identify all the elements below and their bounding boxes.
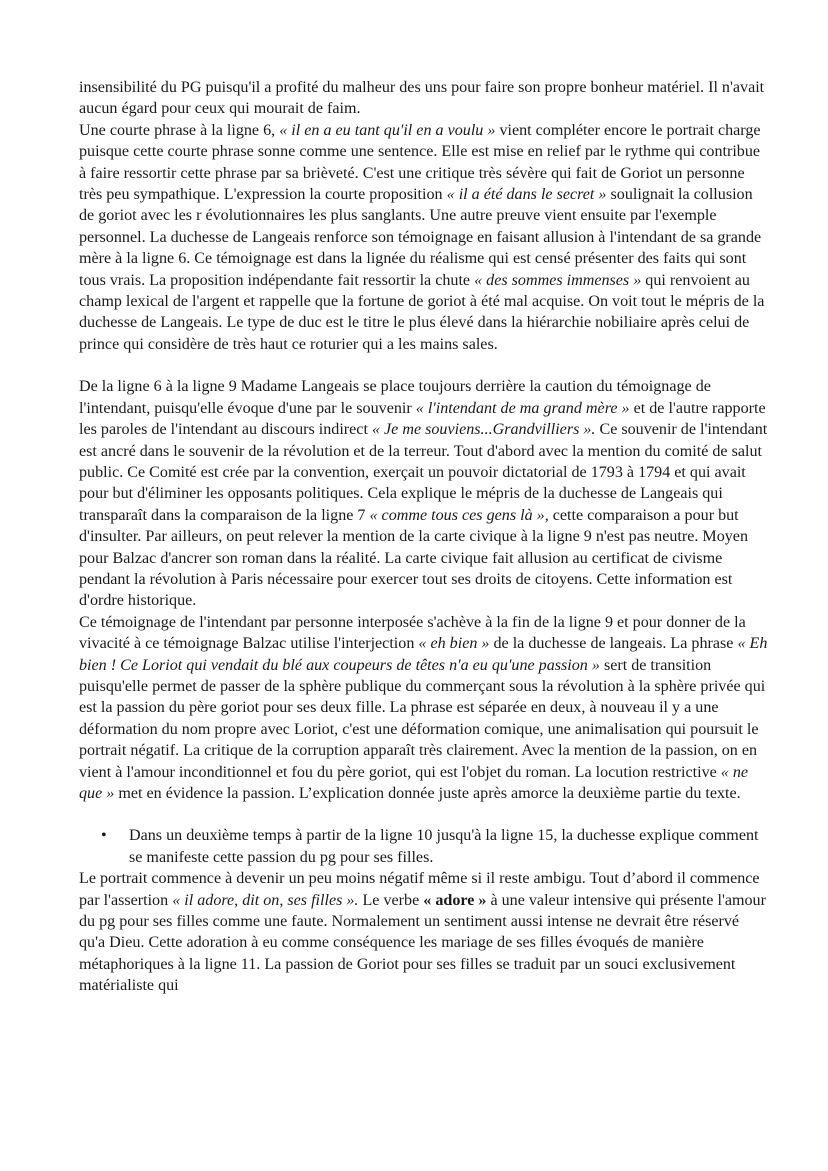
paragraph-gap <box>79 355 768 376</box>
paragraph-gap <box>79 804 768 825</box>
italic-quote: « Eh bien ! Ce Loriot qui vendait du blé aux coupeurs de têtes n'a eu qu'une passion » <box>79 635 768 674</box>
italic-quote: « l'intendant de ma grand mère » <box>415 399 630 417</box>
italic-quote: « Je me souviens...Grandvilliers ». <box>371 421 596 439</box>
text-run: vient compléter encore le portrait charge puisque cette courte phrase sonne comme une sentence. Elle est mise en relief par le rythme qui contribue à faire ressortir cette phrase par sa brièveté. C'est une critique très sévère qui fait de Goriot un personne très peu sympathique. L'expression la courte proposition <box>79 121 761 204</box>
text-run: qui renvoient au champ lexical de l'argent et rappelle que la fortune de goriot à été mal acquise. On voit tout le mépris de la duchesse de Langeais. Le type de duc est le titre le plus élevé dans la hiérarchie nobiliaire après celui de prince qui considère de très haut ce roturier qui a les mains sales. <box>79 271 765 353</box>
italic-quote: « il a été dans le secret » <box>446 186 607 204</box>
bullet-icon: • <box>101 827 107 845</box>
paragraph-5 <box>79 868 768 996</box>
paragraph-2 <box>79 120 768 355</box>
bullet-text: Dans un deuxième temps à partir de la ligne 10 jusqu'à la ligne 15, la duchesse explique comment se manifeste cette passion du pg pour ses filles. <box>129 827 759 866</box>
italic-quote: « il en a eu tant qu'il en a voulu » <box>279 121 496 139</box>
text-run: Une courte phrase à la ligne 6, <box>79 121 280 139</box>
text-run: Ce témoignage de l'intendant par personne interposée s'achève à la fin de la ligne 9 et pour donner de la vivacité à ce témoignage Balzac utilise l'interjection <box>79 613 746 653</box>
paragraph-4 <box>79 612 768 805</box>
text-run: et de l'autre rapporte les paroles de l'intendant au discours indirect <box>79 399 766 439</box>
text-run: De la ligne 6 à la ligne 9 Madame Langeais se place toujours derrière la caution du témoignage de l'intendant, puisqu'elle évoque d'une par le souvenir <box>79 378 711 417</box>
text-run: met en évidence la passion. L’explication donnée juste après amorce la deuxième partie du texte. <box>114 785 741 802</box>
bold-quote: « adore » <box>423 891 487 909</box>
italic-quote: « il adore, dit on, ses filles ». <box>172 891 359 909</box>
text-run: Le portrait commence à devenir un peu moins négatif même si il reste ambigu. Tout d’abord il commence par l'assertion <box>79 870 760 909</box>
text-run: Le verbe <box>358 891 424 909</box>
text-run: de la duchesse de langeais. La phrase <box>489 635 738 653</box>
text-run: cette comparaison a pour but d'insulter. Par ailleurs, on peut relever la mention de la carte civique à la ligne 9 n'est pas neutre. Moyen pour Balzac d'ancrer son roman dans la réalité. La carte civique fait allusion au certificat de civisme pendant la révolution à Paris nécessaire pour exercer tout ses droits de citoyens. Cette information est d'ordre historique. <box>79 506 748 610</box>
italic-quote: « eh bien » <box>418 635 490 653</box>
bullet-list <box>79 825 768 868</box>
text-run: à une valeur intensive qui présente l'amour du pg pour ses filles comme une faute. Normalement un sentiment aussi intense ne devrait être réservé qu'a Dieu. Cette adoration à eu comme conséquence les mariage de ses filles évoqués de manière métaphoriques à la ligne 11. La passion de Goriot pour ses filles se traduit par un souci exclusivement matérialiste qui <box>79 891 766 995</box>
text-run: sert de transition puisqu'elle permet de passer de la sphère publique du commerçant sous la révolution à la sphère privée qui est la passion du père goriot pour ses deux fille. La phrase est séparée en deux, à nouveau il y a une déformation du nom propre avec Loriot, c'est une déformation comique, une animalisation qui poursuit le portrait négatif. La critique de la corruption apparaît très clairement. Avec la mention de la passion, on en vient à l'amour inconditionnel et fou du père goriot, qui est l'objet du roman. La locution restrictive <box>79 656 766 781</box>
paragraph-3 <box>79 376 768 611</box>
italic-quote: « des sommes immenses » <box>474 271 642 289</box>
bullet-item <box>79 825 768 868</box>
text-run: Ce souvenir de l'intendant est ancré dans le souvenir de la révolution et de la terreur. Tout d'abord avec la mention du comité de salut public. Ce Comité est crée par la convention, exerçait un pouvoir dictatorial de 1793 à 1794 et qui avait pour but d'éliminer les opposants politiques. Cela explique le mépris de la duchesse de Langeais qui transparaît dans la comparaison de la ligne 7 <box>79 421 768 524</box>
paragraph-1: insensibilité du PG puisqu'il a profité du malheur des uns pour faire son propre bonheur matériel. Il n'avait aucun égard pour ceux qui mourait de faim. <box>79 79 765 118</box>
italic-quote: « comme tous ces gens là », <box>369 506 549 524</box>
text-run: soulignait la collusion de goriot avec les r évolutionnaires les plus sanglants. Une autre preuve vient ensuite par l'exemple personnel. La duchesse de Langeais renforce son témoignage en faisant allusion à l'intendant de sa grande mère à la ligne 6. Ce témoignage est dans la lignée du réalisme qui est censé présenter des faits qui sont tous vrais. La proposition indépendante fait ressortir la chute <box>79 186 762 289</box>
italic-quote: « ne que » <box>79 763 749 802</box>
